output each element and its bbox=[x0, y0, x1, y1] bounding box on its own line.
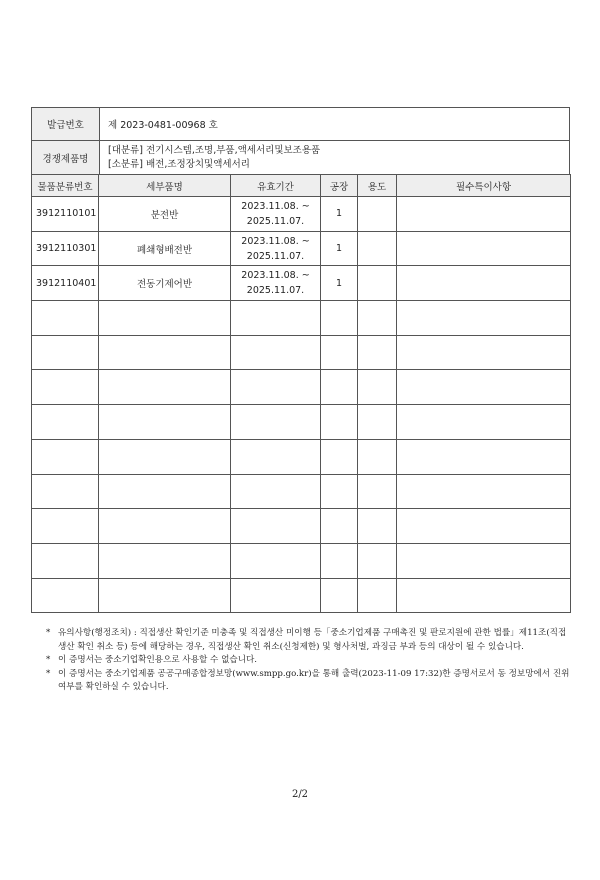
header-classification-number: 물품분류번호 bbox=[32, 175, 99, 197]
row-product-name-empty bbox=[99, 335, 231, 370]
notice-list bbox=[46, 627, 570, 695]
row-product-name-empty bbox=[99, 474, 231, 509]
row-factory: 1 bbox=[321, 197, 358, 232]
row-validity-period-empty bbox=[231, 405, 321, 440]
empty-table-row bbox=[32, 301, 571, 336]
header-factory: 공장 bbox=[321, 175, 358, 197]
empty-table-row bbox=[32, 335, 571, 370]
header-validity-period: 유효기간 bbox=[231, 175, 321, 197]
table-row bbox=[32, 231, 571, 266]
row-use-empty bbox=[358, 335, 397, 370]
row-code-empty bbox=[32, 301, 99, 336]
header-special-notes: 필수특이사항 bbox=[397, 175, 571, 197]
page-number: 2/2 bbox=[291, 789, 309, 800]
empty-table-row bbox=[32, 405, 571, 440]
row-special-notes-empty bbox=[397, 509, 571, 544]
row-product-name: 전동기제어반 bbox=[99, 266, 231, 301]
period-start: 2023.11.08. ~ bbox=[241, 235, 310, 247]
empty-table-row bbox=[32, 370, 571, 405]
row-validity-period bbox=[231, 231, 321, 266]
row-product-name: 분전반 bbox=[99, 197, 231, 232]
row-factory-empty bbox=[321, 578, 358, 613]
table-row bbox=[32, 266, 571, 301]
row-validity-period-empty bbox=[231, 439, 321, 474]
row-validity-period-empty bbox=[231, 370, 321, 405]
row-product-name-empty bbox=[99, 578, 231, 613]
row-code-empty bbox=[32, 370, 99, 405]
row-code: 3912110101 bbox=[32, 197, 99, 232]
row-factory-empty bbox=[321, 405, 358, 440]
row-use-empty bbox=[358, 370, 397, 405]
row-validity-period-empty bbox=[231, 474, 321, 509]
row-special-notes-empty bbox=[397, 301, 571, 336]
row-product-name-empty bbox=[99, 509, 231, 544]
empty-table-row bbox=[32, 543, 571, 578]
product-name-row bbox=[32, 141, 570, 176]
row-code-empty bbox=[32, 439, 99, 474]
row-code-empty bbox=[32, 335, 99, 370]
notice-item bbox=[46, 654, 570, 668]
row-special-notes-empty bbox=[397, 370, 571, 405]
issue-number-label: 발급번호 bbox=[32, 108, 100, 141]
row-validity-period-empty bbox=[231, 335, 321, 370]
product-name-label: 경쟁제품명 bbox=[32, 141, 100, 176]
header-detail-product-name: 세부품명 bbox=[99, 175, 231, 197]
row-product-name-empty bbox=[99, 439, 231, 474]
row-product-name-empty bbox=[99, 543, 231, 578]
empty-table-row bbox=[32, 578, 571, 613]
row-special-notes bbox=[397, 231, 571, 266]
empty-table-row bbox=[32, 509, 571, 544]
issue-number-row bbox=[32, 108, 570, 141]
row-code-empty bbox=[32, 509, 99, 544]
header-use: 용도 bbox=[358, 175, 397, 197]
row-factory-empty bbox=[321, 509, 358, 544]
row-code-empty bbox=[32, 405, 99, 440]
row-validity-period-empty bbox=[231, 543, 321, 578]
row-special-notes-empty bbox=[397, 578, 571, 613]
bullet-icon: * bbox=[46, 668, 51, 679]
notice-item bbox=[46, 627, 570, 654]
table-header-row bbox=[32, 175, 571, 197]
empty-table-row bbox=[32, 439, 571, 474]
row-factory-empty bbox=[321, 439, 358, 474]
row-special-notes bbox=[397, 266, 571, 301]
period-start: 2023.11.08. ~ bbox=[241, 270, 310, 282]
period-start: 2023.11.08. ~ bbox=[241, 200, 310, 212]
row-special-notes-empty bbox=[397, 335, 571, 370]
row-use bbox=[358, 197, 397, 232]
row-use-empty bbox=[358, 474, 397, 509]
row-use bbox=[358, 231, 397, 266]
row-factory: 1 bbox=[321, 266, 358, 301]
row-special-notes-empty bbox=[397, 474, 571, 509]
row-use-empty bbox=[358, 509, 397, 544]
notice-text: 이 증명서는 중소기업확인용으로 사용할 수 없습니다. bbox=[58, 655, 258, 666]
row-use-empty bbox=[358, 405, 397, 440]
certificate-info-table bbox=[31, 107, 570, 176]
product-list-table bbox=[31, 174, 571, 613]
row-special-notes-empty bbox=[397, 405, 571, 440]
product-name-value bbox=[100, 141, 570, 176]
row-validity-period bbox=[231, 266, 321, 301]
row-use bbox=[358, 266, 397, 301]
notice-text: 유의사항(행정조치) : 직접생산 확인기준 미충족 및 직접생산 미이행 등「중소기업제품 구매촉진 및 판로지원에 관한 법률」제11조(직접생산 확인 취소 등) 등에 해당하는 경우, 직접생산 확인 취소(신청제한) 및 형사처벌, 과징금 부과 등의 대상이 될 수 있습니다. bbox=[58, 628, 567, 652]
issue-number-value: 제 2023-0481-00968 호 bbox=[100, 108, 570, 141]
row-special-notes bbox=[397, 197, 571, 232]
bullet-icon: * bbox=[46, 655, 51, 666]
product-major-category: [대분류] 전기시스템,조명,부품,액세서리및보조용품 bbox=[108, 145, 321, 156]
row-factory-empty bbox=[321, 301, 358, 336]
row-factory-empty bbox=[321, 474, 358, 509]
row-special-notes-empty bbox=[397, 543, 571, 578]
row-validity-period bbox=[231, 197, 321, 232]
row-factory: 1 bbox=[321, 231, 358, 266]
row-use-empty bbox=[358, 543, 397, 578]
row-product-name-empty bbox=[99, 405, 231, 440]
row-factory-empty bbox=[321, 335, 358, 370]
period-end: 2025.11.07. bbox=[246, 250, 305, 262]
row-use-empty bbox=[358, 578, 397, 613]
row-factory-empty bbox=[321, 370, 358, 405]
row-validity-period-empty bbox=[231, 509, 321, 544]
row-code: 3912110401 bbox=[32, 266, 99, 301]
empty-table-row bbox=[32, 474, 571, 509]
row-code-empty bbox=[32, 578, 99, 613]
notice-text: 이 증명서는 중소기업제품 공공구매종합정보망(www.smpp.go.kr)을 통해 출력(2023-11-09 17:32)한 증명서로서 동 정보망에서 진위여부를 확인하실 수 있습니다. bbox=[58, 668, 570, 693]
period-end: 2025.11.07. bbox=[246, 285, 305, 297]
row-special-notes-empty bbox=[397, 439, 571, 474]
row-code-empty bbox=[32, 474, 99, 509]
product-minor-category: [소분류] 배전,조정장치및액세서리 bbox=[108, 159, 250, 170]
notice-item bbox=[46, 668, 570, 695]
row-product-name: 폐쇄형배전반 bbox=[99, 231, 231, 266]
row-validity-period-empty bbox=[231, 301, 321, 336]
table-row bbox=[32, 197, 571, 232]
bullet-icon: * bbox=[46, 628, 51, 638]
period-end: 2025.11.07. bbox=[246, 215, 305, 227]
row-code: 3912110301 bbox=[32, 231, 99, 266]
row-factory-empty bbox=[321, 543, 358, 578]
row-use-empty bbox=[358, 301, 397, 336]
row-use-empty bbox=[358, 439, 397, 474]
row-product-name-empty bbox=[99, 301, 231, 336]
row-code-empty bbox=[32, 543, 99, 578]
row-product-name-empty bbox=[99, 370, 231, 405]
row-validity-period-empty bbox=[231, 578, 321, 613]
